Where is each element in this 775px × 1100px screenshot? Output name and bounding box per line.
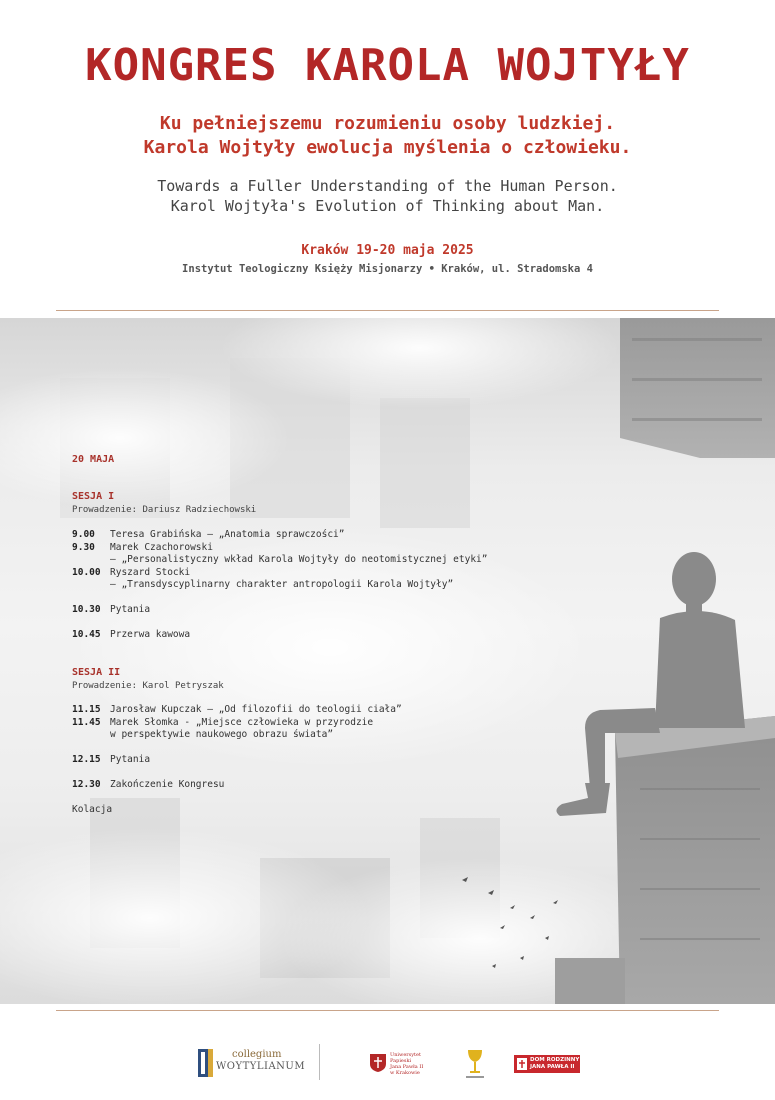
dom-rodzinny-text — [530, 1057, 579, 1071]
schedule-text: Jarosław Kupczak – „Od filozofii do teologii ciała” — [110, 704, 402, 715]
schedule-time: 12.30 — [72, 779, 101, 790]
subtitle-en-line2: Karol Wojtyła's Evolution of Thinking about Man. — [170, 197, 605, 215]
schedule-text: Pytania — [110, 754, 151, 765]
schedule-row-continued: – „Transdyscyplinarny charakter antropologii Karola Wojtyły” — [110, 579, 454, 590]
cityscape-illustration — [0, 318, 775, 1004]
subtitle-english — [0, 176, 775, 216]
schedule-row — [72, 704, 592, 717]
dom-rodzinny-line2: JANA PAWŁA II — [530, 1064, 575, 1070]
dom-rodzinny-line1: DOM RODZINNY — [530, 1057, 580, 1063]
program-day: 20 MAJA — [72, 454, 115, 465]
schedule-time: 11.45 — [72, 716, 101, 728]
schedule-row — [72, 604, 592, 617]
cw-logo-line1: collegium — [232, 1049, 282, 1060]
university-logo — [370, 1052, 440, 1078]
session1-moderator: Prowadzenie: Dariusz Radziechowski — [72, 505, 257, 515]
university-logo-text — [390, 1052, 440, 1076]
session1-title: SESJA I — [72, 491, 115, 502]
university-crest-icon — [370, 1054, 386, 1072]
event-date: Kraków 19-20 maja 2025 — [301, 243, 474, 258]
university-name-line2: Jana Pawła II — [390, 1064, 424, 1070]
session2-title: SESJA II — [72, 667, 121, 678]
schedule-row-continued: w perspektywie naukowego obrazu świata” — [110, 729, 334, 740]
schedule-text: Marek Słomka - „Miejsce człowieka w przyrodzie — [110, 716, 374, 728]
collegium-woytylianum-logo — [196, 1046, 306, 1080]
subtitle-pl-line2: Karola Wojtyły ewolucja myślenia o człowieku. — [143, 137, 632, 158]
schedule-row — [72, 717, 592, 730]
background-photo — [0, 318, 775, 1004]
schedule-time: 11.15 — [72, 704, 101, 715]
schedule-row — [72, 542, 592, 555]
university-name-line1: Uniwersytet Papieski — [390, 1052, 422, 1064]
bottom-divider — [56, 1010, 719, 1011]
schedule-row — [72, 754, 592, 767]
top-divider — [56, 310, 719, 311]
logo-separator — [319, 1044, 320, 1080]
schedule-text: Przerwa kawowa — [110, 629, 191, 640]
chalice-logo — [460, 1048, 490, 1082]
schedule-text: Pytania — [110, 604, 151, 615]
schedule-time: 10.00 — [72, 566, 101, 578]
schedule-time: 10.45 — [72, 629, 101, 640]
schedule-row — [72, 779, 592, 792]
schedule-row-continued: – „Personalistyczny wkład Karola Wojtyły do neotomistycznej etyki” — [110, 554, 488, 565]
dom-rodzinny-logo — [514, 1055, 580, 1073]
poster-header — [0, 0, 775, 318]
schedule-time: 10.30 — [72, 604, 101, 615]
subtitle-pl-line1: Ku pełniejszemu rozumieniu osoby ludzkiej. — [159, 113, 616, 134]
cw-logo-line2: WOYTYLIANUM — [216, 1061, 306, 1072]
schedule-text: Teresa Grabińska – „Anatomia sprawczości” — [110, 529, 345, 540]
schedule-text: Zakończenie Kongresu — [110, 779, 225, 790]
schedule-row — [72, 567, 592, 580]
subtitle-polish — [0, 112, 775, 160]
university-name-line3: w Krakowie — [390, 1070, 420, 1076]
page-title: KONGRES KAROLA WOJTYŁY — [85, 40, 690, 91]
session2-moderator: Prowadzenie: Karol Petryszak — [72, 681, 224, 691]
schedule-text: Marek Czachorowski — [110, 541, 213, 553]
event-venue: Instytut Teologiczny Księży Misjonarzy • Kraków, ul. Stradomska 4 — [182, 263, 593, 275]
subtitle-en-line1: Towards a Fuller Understanding of the Human Person. — [157, 177, 618, 195]
chalice-icon — [460, 1048, 490, 1082]
schedule-text: Ryszard Stocki — [110, 566, 191, 578]
schedule-time: 9.00 — [72, 529, 95, 540]
schedule-row — [72, 629, 592, 642]
schedule-time: 9.30 — [72, 541, 95, 553]
closing-item: Kolacja — [72, 804, 113, 815]
schedule-row — [72, 529, 592, 542]
schedule-time: 12.15 — [72, 754, 101, 765]
